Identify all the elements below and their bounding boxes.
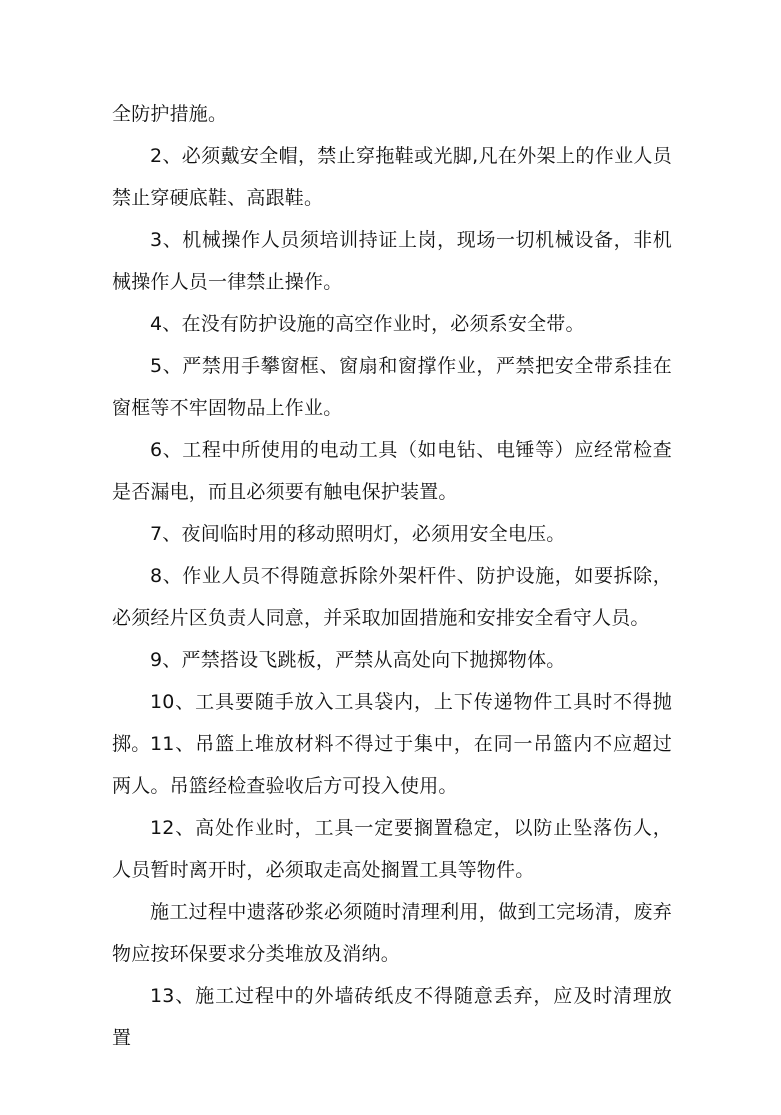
paragraph-item-7: 7、夜间临时用的移动照明灯，必须用安全电压。 xyxy=(150,523,566,545)
paragraph-item-8: 8、作业人员不得随意拆除外架杆件、防护设施，如要拆除，必须经片区负责人同意，并采取加固措施和安排安全看守人员。 xyxy=(112,565,672,629)
paragraph-item-2: 2、必须戴安全帽，禁止穿拖鞋或光脚,凡在外架上的作业人员禁止穿硬底鞋、高跟鞋。 xyxy=(112,145,672,209)
paragraph-item-6: 6、工程中所使用的电动工具（如电钻、电锤等）应经常检查是否漏电，而且必须要有触电保护装置。 xyxy=(112,439,672,503)
paragraph-item-12: 12、高处作业时，工具一定要搁置稳定，以防止坠落伤人，人员暂时离开时，必须取走高处搁置工具等物件。 xyxy=(112,817,672,881)
paragraph-item-13: 13、施工过程中的外墙砖纸皮不得随意丢弃，应及时清理放置 xyxy=(112,985,672,1049)
paragraph-item-3: 3、机械操作人员须培训持证上岗，现场一切机械设备，非机械操作人员一律禁止操作。 xyxy=(112,229,672,293)
paragraph-item-10: 10、工具要随手放入工具袋内，上下传递物件工具时不得抛掷。 xyxy=(112,691,672,755)
paragraph-item-5: 5、严禁用手攀窗框、窗扇和窗撑作业，严禁把安全带系挂在窗框等不牢固物品上作业。 xyxy=(112,355,672,419)
paragraph-cleanup: 施工过程中遗落砂浆必须随时清理利用，做到工完场清，废弃物应按环保要求分类堆放及消纳。 xyxy=(112,901,672,965)
paragraph-continuation: 全防护措施。 xyxy=(112,103,228,125)
paragraph-item-4: 4、在没有防护设施的高空作业时，必须系安全带。 xyxy=(150,313,585,335)
paragraph-item-9: 9、严禁搭设飞跳板，严禁从高处向下抛掷物体。 xyxy=(150,649,566,671)
paragraph-item-11: 11、吊篮上堆放材料不得过于集中，在同一吊篮内不应超过两人。吊篮经检查验收后方可投入使用。 xyxy=(112,733,672,797)
